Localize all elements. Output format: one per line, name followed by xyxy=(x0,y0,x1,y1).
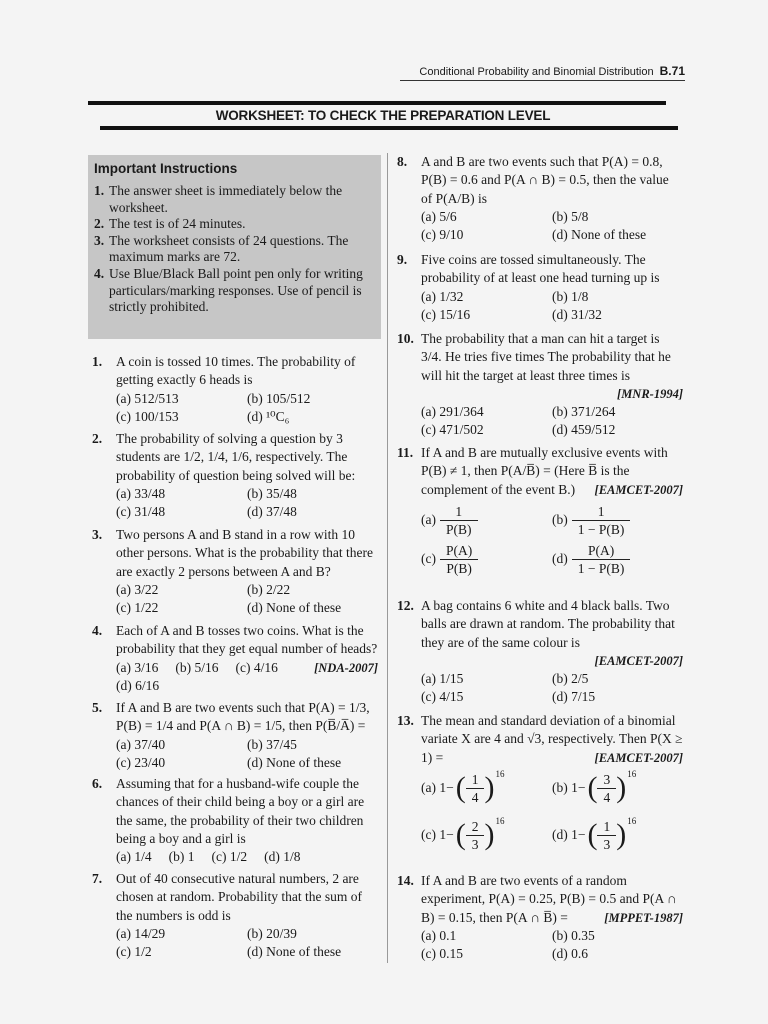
option-b: (b) 371/264 xyxy=(552,404,616,420)
option-d: (d) None of these xyxy=(247,600,342,616)
numerator: 1 xyxy=(597,818,616,836)
option-d: (d) 7/15 xyxy=(552,689,596,705)
option-a: (a) 1/32 xyxy=(421,288,464,304)
options xyxy=(92,736,378,773)
option-label: (d) xyxy=(552,551,568,567)
option-label: (b) xyxy=(552,512,568,528)
numerator: 3 xyxy=(597,771,616,789)
fraction xyxy=(572,542,631,577)
power-expression xyxy=(456,771,505,806)
options xyxy=(397,670,683,707)
instructions-heading: Important Instructions xyxy=(94,161,238,176)
option-c: (c) 1/2 xyxy=(116,944,152,960)
option-d xyxy=(552,542,683,577)
question-7 xyxy=(92,870,378,961)
question-2 xyxy=(92,430,378,521)
instruction-text: The worksheet consists of 24 questions. The maximum marks are 72. xyxy=(109,232,349,265)
denominator: 4 xyxy=(603,789,611,805)
option-label: (b) 1− xyxy=(552,780,586,796)
option-a: (a) 291/364 xyxy=(421,404,484,420)
option-b: (b) 1/8 xyxy=(552,288,589,304)
question-text: The probability of solving a question by 3 students are 1/2, 1/4, 1/6, respectively. The probability of question being solved will be: xyxy=(116,431,356,483)
source-tag: [NDA-2007] xyxy=(314,660,378,675)
option-b: (b) 5/8 xyxy=(552,208,589,224)
denominator: 3 xyxy=(471,836,479,852)
question-text xyxy=(397,444,683,499)
option-a: (a) 37/40 xyxy=(116,736,166,752)
options xyxy=(397,208,683,245)
question-9 xyxy=(397,251,683,324)
options-row-2 xyxy=(397,542,683,577)
source-tag: [MPPET-1987] xyxy=(604,910,683,925)
question-number: 12. xyxy=(397,598,414,613)
option-b xyxy=(552,771,683,806)
instruction-number: 1. xyxy=(94,183,105,198)
denominator: 4 xyxy=(471,789,479,805)
question-text: A and B are two events such that P(A) = 0.8, P(B) = 0.6 and P(A ∩ B) = 0.5, then the value of P(A/B) is xyxy=(421,154,669,206)
option-c: (c) 4/16 xyxy=(235,659,278,675)
numerator: 1 xyxy=(440,503,478,521)
option-d: (d) ¹⁰C₆ xyxy=(247,408,290,424)
question-number: 4. xyxy=(92,623,103,638)
option-label: (c) xyxy=(421,551,436,567)
option-d: (d) 1/8 xyxy=(264,849,301,865)
option-a: (a) 3/16 xyxy=(116,659,159,675)
right-paren: ) xyxy=(616,818,627,852)
question-14 xyxy=(397,872,683,963)
fraction xyxy=(466,818,485,853)
column-divider xyxy=(387,153,388,963)
option-c xyxy=(421,818,552,853)
numerator: P(A) xyxy=(440,542,478,560)
numerator: 2 xyxy=(466,818,485,836)
question-text: If A and B are two events such that P(A) = 1/3, P(B) = 1/4 and P(A ∩ B) = 1/5, then P(B̅/A̅) = xyxy=(116,700,370,734)
question-text: A bag contains 6 white and 4 black balls. Two balls are drawn at random. The probability that they are of the same colour is xyxy=(421,598,675,650)
question-text: Out of 40 consecutive natural numbers, 2 are chosen at random. Probability that the sum of the numbers is odd is xyxy=(116,871,362,923)
worksheet-title: WORKSHEET: TO CHECK THE PREPARATION LEVEL xyxy=(215,108,551,123)
denominator: 3 xyxy=(603,836,611,852)
power-expression xyxy=(587,818,636,853)
question-number: 7. xyxy=(92,871,103,886)
exponent: 16 xyxy=(627,816,637,827)
options-row-1 xyxy=(397,771,683,806)
option-label: (d) 1− xyxy=(552,827,586,843)
instructions-box xyxy=(88,155,381,339)
exponent: 16 xyxy=(495,769,505,780)
option-c: (c) 0.15 xyxy=(421,946,463,962)
left-paren: ( xyxy=(587,771,598,805)
source-tag: [MNR-1994] xyxy=(617,386,683,401)
question-number: 6. xyxy=(92,776,103,791)
options xyxy=(397,403,683,440)
option-b: (b) 37/45 xyxy=(247,736,297,752)
option-b: (b) 2/5 xyxy=(552,671,589,687)
question-text: The probability that a man can hit a target is 3/4. He tries five times The probability that he will hit the target at least three times is xyxy=(421,331,671,383)
question-text xyxy=(397,872,683,927)
question-number: 11. xyxy=(397,445,414,460)
question-text-body: The mean and standard deviation of a binomial variate X are 4 and √3, respectively. Then P(X ≥ 1) = xyxy=(421,713,683,765)
exponent: 16 xyxy=(495,816,505,827)
instruction-item xyxy=(94,216,371,233)
instructions-list xyxy=(94,183,371,316)
option-d: (d) 459/512 xyxy=(552,422,616,438)
question-text-body: If A and B are two events of a random experiment, P(A) = 0.25, P(B) = 0.5 and P(A ∩ B) = 0.15, then P(A ∩ B̅) = xyxy=(421,873,677,925)
question-text: A coin is tossed 10 times. The probability of getting exactly 6 heads is xyxy=(116,354,356,388)
question-text xyxy=(397,712,683,767)
running-head xyxy=(400,64,685,78)
fraction xyxy=(597,818,616,853)
option-label: (a) xyxy=(421,512,436,528)
power-expression xyxy=(456,818,505,853)
option-c: (c) 23/40 xyxy=(116,754,166,770)
instruction-text: The answer sheet is immediately below the worksheet. xyxy=(109,183,343,215)
question-12 xyxy=(397,597,683,707)
question-4 xyxy=(92,622,378,695)
option-a: (a) 512/513 xyxy=(116,390,179,406)
option-a: (a) 5/6 xyxy=(421,208,457,224)
title-rule-top xyxy=(88,101,666,105)
power-expression xyxy=(587,771,636,806)
option-d: (d) 6/16 xyxy=(116,677,160,693)
right-paren: ) xyxy=(616,771,627,805)
question-number: 8. xyxy=(397,154,408,169)
question-number: 5. xyxy=(92,700,103,715)
question-11 xyxy=(397,444,683,577)
options-row-2 xyxy=(397,818,683,853)
instruction-text: The test is of 24 minutes. xyxy=(109,216,246,232)
question-text-body: Each of A and B tosses two coins. What is the probability that they get equal number of heads? xyxy=(116,623,378,657)
options xyxy=(92,581,378,618)
title-rule-bottom xyxy=(100,126,678,130)
question-6 xyxy=(92,775,378,866)
denominator: P(B) xyxy=(446,560,472,576)
option-b: (b) 1 xyxy=(168,849,195,865)
denominator: P(B) xyxy=(445,521,472,537)
option-c: (c) 15/16 xyxy=(421,306,471,322)
option-b: (b) 0.35 xyxy=(552,927,595,943)
option-c: (c) 471/502 xyxy=(421,422,484,438)
left-paren: ( xyxy=(587,818,598,852)
option-d: (d) 37/48 xyxy=(247,504,297,520)
option-b: (b) 2/22 xyxy=(247,581,291,597)
question-text: Five coins are tossed simultaneously. The probability of at least one head turning up is xyxy=(421,252,660,286)
option-label: (a) 1− xyxy=(421,780,454,796)
question-text-body: If A and B are mutually exclusive events with P(B) ≠ 1, then P(A/B̅) = (Here B̅ is the complement of the event B.) xyxy=(421,445,668,497)
options xyxy=(92,485,378,522)
option-a xyxy=(421,503,552,538)
question-13 xyxy=(397,712,683,853)
option-b: (b) 35/48 xyxy=(247,485,297,501)
fraction xyxy=(597,771,616,806)
question-text: Two persons A and B stand in a row with 10 other persons. What is the probability that there are exactly 2 persons between A and B? xyxy=(116,527,373,579)
question-text: Assuming that for a husband-wife couple the chances of their child being a boy or a girl are the same, the probability of their two children being a boy and a girl is xyxy=(116,776,365,846)
fraction xyxy=(440,542,478,577)
options xyxy=(92,659,314,696)
question-number: 14. xyxy=(397,873,414,888)
option-a: (a) 3/22 xyxy=(116,581,159,597)
question-1 xyxy=(92,353,378,426)
options xyxy=(397,927,683,964)
option-a xyxy=(421,771,552,806)
instruction-number: 4. xyxy=(94,265,105,281)
header-rule xyxy=(400,80,685,81)
denominator: 1 − P(B) xyxy=(577,521,625,537)
option-d: (d) None of these xyxy=(247,944,342,960)
option-a: (a) 14/29 xyxy=(116,925,166,941)
option-d: (d) 31/32 xyxy=(552,306,602,322)
options xyxy=(92,390,378,427)
option-c: (c) 31/48 xyxy=(116,504,166,520)
option-b: (b) 5/16 xyxy=(175,659,219,675)
option-c: (c) 100/153 xyxy=(116,408,179,424)
question-5 xyxy=(92,699,378,772)
page-number: B.71 xyxy=(659,64,685,78)
option-d: (d) 0.6 xyxy=(552,946,588,962)
instruction-item xyxy=(94,233,371,266)
option-c: (c) 1/2 xyxy=(211,849,248,865)
option-a: (a) 1/4 xyxy=(116,849,152,865)
option-c: (c) 1/22 xyxy=(116,600,159,616)
option-a: (a) 1/15 xyxy=(421,671,464,687)
numerator: P(A) xyxy=(572,542,631,560)
option-b: (b) 105/512 xyxy=(247,390,311,406)
option-a: (a) 33/48 xyxy=(116,485,166,501)
exponent: 16 xyxy=(627,769,637,780)
option-b: (b) 20/39 xyxy=(247,925,297,941)
question-number: 9. xyxy=(397,252,408,267)
numerator: 1 xyxy=(572,503,631,521)
option-d xyxy=(552,818,683,853)
right-paren: ) xyxy=(484,771,495,805)
instruction-item xyxy=(94,183,371,216)
source-tag: [EAMCET-2007] xyxy=(594,482,683,497)
option-c: (c) 9/10 xyxy=(421,227,464,243)
question-8 xyxy=(397,153,683,244)
option-a: (a) 0.1 xyxy=(421,927,457,943)
instruction-number: 3. xyxy=(94,232,105,248)
option-b xyxy=(552,503,683,538)
option-label: (c) 1− xyxy=(421,827,454,843)
options xyxy=(92,925,378,962)
question-3 xyxy=(92,526,378,617)
fraction xyxy=(572,503,631,538)
option-c xyxy=(421,542,552,577)
options xyxy=(92,848,378,866)
question-number: 3. xyxy=(92,527,103,542)
source-tag: [EAMCET-2007] xyxy=(594,653,683,668)
instruction-item xyxy=(94,266,371,316)
question-number: 10. xyxy=(397,331,414,346)
denominator: 1 − P(B) xyxy=(577,560,625,576)
numerator: 1 xyxy=(466,771,485,789)
option-c: (c) 4/15 xyxy=(421,689,464,705)
running-title: Conditional Probability and Binomial Distribution xyxy=(419,66,654,78)
fraction xyxy=(440,503,478,538)
question-number: 2. xyxy=(92,431,103,446)
question-number: 1. xyxy=(92,354,103,369)
option-d: (d) None of these xyxy=(247,754,342,770)
options xyxy=(397,288,683,325)
question-number: 13. xyxy=(397,713,414,728)
right-paren: ) xyxy=(484,818,495,852)
left-paren: ( xyxy=(455,818,466,852)
source-tag: [EAMCET-2007] xyxy=(594,750,683,765)
options-row-1 xyxy=(397,503,683,538)
instruction-number: 2. xyxy=(94,216,105,232)
instruction-text: Use Blue/Black Ball point pen only for writing particulars/marking responses. Use of pencil is strictly prohibited. xyxy=(109,265,363,315)
fraction xyxy=(466,771,485,806)
option-d: (d) None of these xyxy=(552,227,647,243)
question-10 xyxy=(397,330,683,440)
left-paren: ( xyxy=(455,771,466,805)
